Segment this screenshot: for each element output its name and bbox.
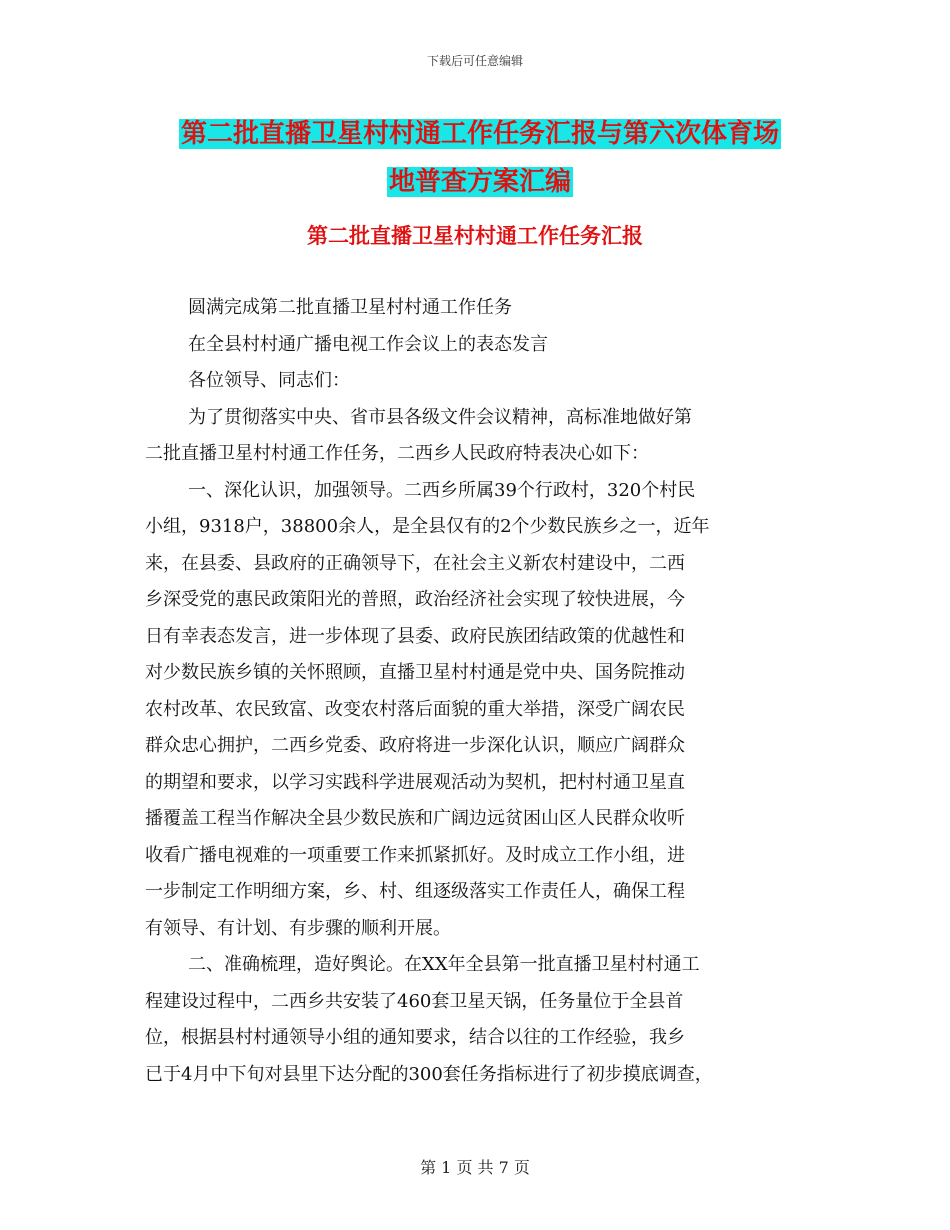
- text-line: 有领导、有计划、有步骤的顺利开展。: [145, 917, 451, 939]
- text-line: 农村改革、农民致富、改变农村落后面貌的重大举措，深受广阔农民: [145, 698, 685, 720]
- section-title: 第二批直播卫星村村通工作任务汇报: [307, 224, 643, 248]
- text-line: 的期望和要求，以学习实践科学进展观活动为契机，把村村通卫星直: [145, 771, 685, 793]
- text-line: 收看广播电视难的一项重要工作来抓紧抓好。及时成立工作小组，进: [145, 844, 685, 866]
- text-line: 对少数民族乡镇的关怀照顾，直播卫星村村通是党中央、国务院推动: [145, 662, 685, 683]
- text-line: 乡深受党的惠民政策阳光的普照，政治经济社会实现了较快进展，今: [145, 589, 685, 610]
- text-line: 一步制定工作明细方案，乡、村、组逐级落实工作责任人，确保工程: [145, 881, 685, 902]
- text-line: 二、准确梳理，造好舆论。在XX年全县第一批直播卫星村村通工: [188, 954, 700, 975]
- document-title-line-2: 地普查方案汇编: [388, 167, 571, 197]
- text-line: 在全县村村通广播电视工作会议上的表态发言: [188, 333, 548, 355]
- document-title: [150, 110, 810, 206]
- text-line: 已于4月中下旬对县里下达分配的300套任务指标进行了初步摸底调查，: [145, 1063, 713, 1085]
- text-line: 各位领导、同志们：: [188, 370, 350, 391]
- text-line: 二批直播卫星村村通工作任务，二西乡人民政府特表决心如下：: [145, 443, 649, 464]
- text-line: 日有幸表态发言，进一步体现了县委、政府民族团结政策的优越性和: [145, 625, 685, 647]
- text-line: 程建设过程中，二西乡共安装了460套卫星天锅，任务量位于全县首: [145, 990, 684, 1012]
- text-line: 位，根据县村村通领导小组的通知要求，结合以往的工作经验，我乡: [145, 1027, 685, 1048]
- text-line: 圆满完成第二批直播卫星村村通工作任务: [188, 297, 512, 318]
- body-text: [145, 290, 815, 1093]
- header-note: 下载后可任意编辑: [426, 54, 523, 68]
- document-title-line-1: 第二批直播卫星村村通工作任务汇报与第六次体育场: [180, 119, 779, 149]
- page-footer: 第 1 页 共 7 页: [420, 1158, 530, 1177]
- text-line: 来，在县委、县政府的正确领导下，在社会主义新农村建设中，二西: [145, 552, 685, 574]
- text-line: 为了贯彻落实中央、省市县各级文件会议精神，高标准地做好第: [188, 406, 692, 428]
- text-line: 播覆盖工程当作解决全县少数民族和广阔边远贫困山区人民群众收听: [145, 808, 685, 829]
- text-line: 一、深化认识，加强领导。二西乡所属39个行政村，320个村民: [188, 479, 696, 501]
- text-line: 小组，9318户，38800余人，是全县仅有的2个少数民族乡之一，近年: [145, 516, 710, 537]
- text-line: 群众忠心拥护，二西乡党委、政府将进一步深化认识，顺应广阔群众: [145, 735, 685, 756]
